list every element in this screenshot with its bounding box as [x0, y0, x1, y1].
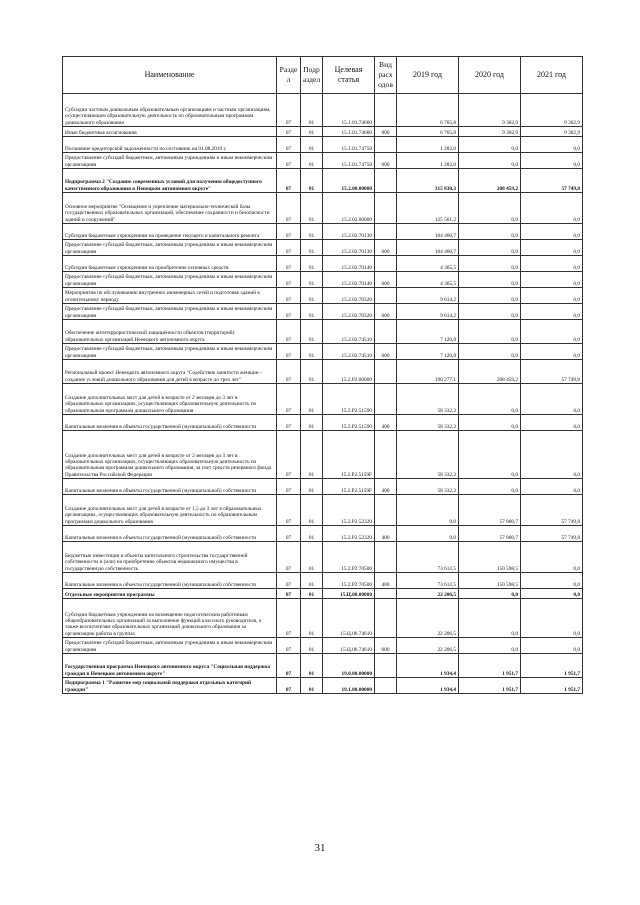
cell-p: 01 [301, 224, 323, 240]
cell-r: 07 [277, 320, 301, 344]
cell-cs: 15.2.Р2.5159F [323, 431, 375, 479]
table-row [63, 479, 583, 495]
cell-vr: 400 [375, 573, 397, 589]
cell-v20: 9 302,9 [459, 127, 521, 137]
table-body [63, 94, 583, 694]
cell-name: Предоставление субсидий бюджетным, автономным учреждениям и иным некоммерческим организациям [63, 153, 277, 169]
cell-p: 01 [301, 384, 323, 415]
cell-v20: 1 951,7 [459, 654, 521, 678]
table-row [63, 542, 583, 573]
cell-name: Создание дополнительных мест для детей в возрасте от 1,5 до 3 лет в образовательных организациях, осуществляющих образовательную деятельность по образовательным программам дошкольного образования [63, 495, 277, 526]
cell-name: Капитальные вложения в объекты государственной (муниципальной) собственности [63, 479, 277, 495]
table-row [63, 304, 583, 320]
cell-name: Отдельные мероприятия программы [63, 589, 277, 599]
cell-r: 07 [277, 193, 301, 224]
cell-name: Бюджетные инвестиции в объекты капитального строительства государственной собственности и (или) на приобретение объектов недвижимого имущества в государственную собственность [63, 542, 277, 573]
cell-cs: 15.2.02.74510 [323, 344, 375, 360]
table-row [63, 224, 583, 240]
cell-p: 01 [301, 542, 323, 573]
cell-v21: 0,0 [521, 415, 583, 431]
cell-v21: 0,0 [521, 573, 583, 589]
cell-v19: 125 561,2 [397, 193, 459, 224]
cell-r: 07 [277, 240, 301, 256]
cell-v21: 9 302,9 [521, 94, 583, 127]
cell-cs: 19.1.00.00000 [323, 678, 375, 694]
cell-r: 07 [277, 384, 301, 415]
header-exp-type: Вид расх одов [375, 57, 397, 94]
cell-name: Капитальные вложения в объекты государственной (муниципальной) собственности [63, 526, 277, 542]
table-row [63, 127, 583, 137]
cell-vr [375, 256, 397, 272]
cell-vr: 600 [375, 344, 397, 360]
cell-cs: 15.Ц.00.74610 [323, 599, 375, 638]
cell-p: 01 [301, 599, 323, 638]
cell-p: 01 [301, 344, 323, 360]
cell-name: Обеспечение антитеррористической защищённости объектов (территорий) образовательных организаций Ненецкого автономного округа [63, 320, 277, 344]
cell-v19: 58 332,3 [397, 431, 459, 479]
cell-v19: 4 365,5 [397, 272, 459, 288]
table-row [63, 193, 583, 224]
cell-v20: 0,0 [459, 415, 521, 431]
cell-vr [375, 94, 397, 127]
cell-p: 01 [301, 169, 323, 193]
cell-v21: 0,0 [521, 240, 583, 256]
cell-name: Капитальные вложения в объекты государственной (муниципальной) собственности [63, 415, 277, 431]
cell-p: 01 [301, 573, 323, 589]
cell-vr [375, 288, 397, 304]
cell-v21: 0,0 [521, 193, 583, 224]
table-row [63, 94, 583, 127]
table-row [63, 320, 583, 344]
cell-p: 01 [301, 415, 323, 431]
header-target: Целевая статья [323, 57, 375, 94]
cell-cs: 15.2.Р2.70500 [323, 573, 375, 589]
cell-cs: 15.1.01.74660 [323, 127, 375, 137]
cell-vr [375, 599, 397, 638]
cell-cs: 15.2.02.74510 [323, 320, 375, 344]
table-row [63, 256, 583, 272]
cell-r: 07 [277, 127, 301, 137]
cell-name: Основное мероприятие "Оснащение и укрепление материально-технической базы государственных образовательных организаций, обеспечение сохранности и безопасности зданий и сооружений" [63, 193, 277, 224]
table-header-row [63, 57, 583, 94]
cell-v20: 0,0 [459, 320, 521, 344]
cell-v21: 0,0 [521, 137, 583, 153]
header-name: Наименование [63, 57, 277, 94]
cell-r: 07 [277, 224, 301, 240]
cell-v20: 57 860,7 [459, 495, 521, 526]
table-row [63, 638, 583, 654]
cell-v21: 57 749,8 [521, 360, 583, 384]
cell-v21: 0,0 [521, 479, 583, 495]
cell-vr [375, 360, 397, 384]
cell-v21: 0,0 [521, 288, 583, 304]
cell-v20: 1 951,7 [459, 678, 521, 694]
cell-r: 07 [277, 169, 301, 193]
cell-v19: 58 332,3 [397, 415, 459, 431]
cell-p: 01 [301, 360, 323, 384]
cell-v20: 0,0 [459, 431, 521, 479]
header-subsection: Подр аздел [301, 57, 323, 94]
cell-cs: 15.2.02.70140 [323, 256, 375, 272]
cell-p: 01 [301, 526, 323, 542]
cell-r: 07 [277, 304, 301, 320]
cell-v19: 1 934,4 [397, 678, 459, 694]
cell-cs: 15.2.00.00000 [323, 169, 375, 193]
cell-cs: 15.2.Р2.70500 [323, 542, 375, 573]
cell-p: 01 [301, 495, 323, 526]
table-row [63, 573, 583, 589]
cell-vr [375, 224, 397, 240]
header-2019: 2019 год [397, 57, 459, 94]
cell-p: 01 [301, 193, 323, 224]
cell-v19: 315 838,3 [397, 169, 459, 193]
cell-v20: 0,0 [459, 304, 521, 320]
cell-v21: 57 749,8 [521, 169, 583, 193]
cell-vr [375, 169, 397, 193]
cell-vr: 600 [375, 153, 397, 169]
cell-r: 07 [277, 654, 301, 678]
cell-p: 01 [301, 638, 323, 654]
cell-v20: 9 302,9 [459, 94, 521, 127]
cell-v19: 58 332,3 [397, 384, 459, 415]
cell-cs: 15.2.02.70130 [323, 224, 375, 240]
cell-name: Субсидии бюджетным учреждениям на приобретение основных средств [63, 256, 277, 272]
cell-name: Создание дополнительных мест для детей в возрасте от 2 месяцев до 3 лет в образовательных организациях, осуществляющих образовательную деятельность по образовательным программам дошкольного образования [63, 384, 277, 415]
cell-cs: 15.1.01.74750 [323, 137, 375, 153]
cell-v19: 4 365,5 [397, 256, 459, 272]
cell-v21: 9 302,9 [521, 127, 583, 137]
cell-v20: 0,0 [459, 599, 521, 638]
cell-cs: 15.2.02.00000 [323, 193, 375, 224]
cell-name: Подпрограмма 1 "Развитие мер социальной поддержки отдельных категорий граждан" [63, 678, 277, 694]
cell-v21: 0,0 [521, 589, 583, 599]
cell-p: 01 [301, 94, 323, 127]
cell-v21: 0,0 [521, 153, 583, 169]
table-row [63, 526, 583, 542]
table-row [63, 272, 583, 288]
cell-r: 07 [277, 256, 301, 272]
table-row [63, 384, 583, 415]
cell-vr [375, 137, 397, 153]
cell-p: 01 [301, 589, 323, 599]
cell-p: 01 [301, 153, 323, 169]
cell-v20: 0,0 [459, 153, 521, 169]
cell-v20: 0,0 [459, 479, 521, 495]
cell-vr [375, 678, 397, 694]
cell-name: Региональный проект Ненецкого автономного округа "Содействие занятости женщин - создание условий дошкольного образования для детей в возрасте до трех лет" [63, 360, 277, 384]
cell-v20: 0,0 [459, 288, 521, 304]
table-row [63, 153, 583, 169]
cell-v20: 150 598,5 [459, 573, 521, 589]
cell-v19: 7 120,8 [397, 320, 459, 344]
cell-r: 07 [277, 137, 301, 153]
table-row [63, 678, 583, 694]
budget-table [62, 56, 583, 694]
cell-v20: 57 860,7 [459, 526, 521, 542]
cell-r: 07 [277, 599, 301, 638]
cell-r: 07 [277, 638, 301, 654]
cell-v20: 0,0 [459, 384, 521, 415]
cell-r: 07 [277, 526, 301, 542]
cell-v21: 0,0 [521, 542, 583, 573]
cell-vr [375, 320, 397, 344]
cell-r: 07 [277, 415, 301, 431]
cell-r: 07 [277, 344, 301, 360]
cell-v19: 9 614,2 [397, 288, 459, 304]
header-2021: 2021 год [521, 57, 583, 94]
table-row [63, 415, 583, 431]
cell-v19: 58 332,3 [397, 479, 459, 495]
cell-v20: 0,0 [459, 589, 521, 599]
cell-v21: 1 951,7 [521, 678, 583, 694]
cell-v20: 0,0 [459, 638, 521, 654]
cell-v20: 150 598,5 [459, 542, 521, 573]
cell-vr: 600 [375, 638, 397, 654]
cell-r: 07 [277, 542, 301, 573]
cell-v21: 0,0 [521, 256, 583, 272]
cell-v19: 22 206,5 [397, 638, 459, 654]
cell-v20: 0,0 [459, 344, 521, 360]
cell-v20: 0,0 [459, 256, 521, 272]
table-row [63, 654, 583, 678]
cell-vr: 600 [375, 240, 397, 256]
cell-cs: 15.2.Р2.00000 [323, 360, 375, 384]
cell-name: Создание дополнительных мест для детей в возрасте от 2 месяцев до 3 лет в образовательных организациях, осуществляющих образовательную деятельность по образовательным программам дошкольного образования, за счет средств резервного фонда Правительства Российской Федерации [63, 431, 277, 479]
cell-v19: 7 120,8 [397, 344, 459, 360]
cell-p: 01 [301, 431, 323, 479]
cell-name: Иные бюджетные ассигнования [63, 127, 277, 137]
cell-v19: 104 460,7 [397, 224, 459, 240]
cell-cs: 15.2.Р2.5159F [323, 479, 375, 495]
table-row [63, 137, 583, 153]
cell-v19: 104 460,7 [397, 240, 459, 256]
cell-cs: 15.2.Р2.52320 [323, 495, 375, 526]
cell-v19: 0,0 [397, 526, 459, 542]
header-section: Разде л [277, 57, 301, 94]
table-row [63, 360, 583, 384]
cell-cs: 15.2.Р2.51590 [323, 384, 375, 415]
cell-name: Предоставление субсидий бюджетным, автономным учреждениям и иным некоммерческим организациям [63, 272, 277, 288]
cell-v19: 190 277,1 [397, 360, 459, 384]
cell-v21: 0,0 [521, 384, 583, 415]
cell-p: 01 [301, 304, 323, 320]
table-row [63, 344, 583, 360]
cell-v20: 0,0 [459, 193, 521, 224]
cell-name: Подпрограмма 2 "Создание современных условий для получения общедоступного качественного образования в Ненецком автономном округе" [63, 169, 277, 193]
cell-v21: 0,0 [521, 344, 583, 360]
cell-p: 01 [301, 288, 323, 304]
cell-cs: 15.Ц.00.00000 [323, 589, 375, 599]
cell-vr: 800 [375, 127, 397, 137]
cell-p: 01 [301, 256, 323, 272]
table-row [63, 495, 583, 526]
cell-vr: 400 [375, 415, 397, 431]
cell-name: Предоставление субсидий бюджетным, автономным учреждениям и иным некоммерческим организациям [63, 638, 277, 654]
cell-vr: 400 [375, 479, 397, 495]
cell-cs: 15.2.02.70320 [323, 288, 375, 304]
cell-v21: 0,0 [521, 320, 583, 344]
cell-v19: 6 765,8 [397, 127, 459, 137]
cell-r: 07 [277, 153, 301, 169]
cell-r: 07 [277, 94, 301, 127]
cell-r: 07 [277, 495, 301, 526]
cell-v21: 57 749,8 [521, 495, 583, 526]
cell-vr [375, 193, 397, 224]
cell-name: Капитальные вложения в объекты государственной (муниципальной) собственности [63, 573, 277, 589]
cell-name: Субсидии бюджетным учреждениям на возмещение педагогическим работникам общеобразовательных организаций за выполнение функций классного руководителя, а также воспитателям образовательных организаций дошкольного образования за организацию работы в группах [63, 599, 277, 638]
cell-r: 07 [277, 678, 301, 694]
cell-cs: 15.2.02.70130 [323, 240, 375, 256]
cell-v19: 73 612,5 [397, 573, 459, 589]
cell-v21: 1 951,7 [521, 654, 583, 678]
cell-name: Мероприятия по обслуживанию внутренних инженерных сетей и подготовке зданий к отопительному периоду [63, 288, 277, 304]
cell-name: Субсидии частным дошкольным образовательным организациям и частным организациям, осуществляющим образовательную деятельность по образовательным программам дошкольного образования [63, 94, 277, 127]
cell-cs: 15.1.01.74750 [323, 153, 375, 169]
cell-p: 01 [301, 320, 323, 344]
cell-v21: 0,0 [521, 599, 583, 638]
cell-v19: 9 614,2 [397, 304, 459, 320]
cell-vr [375, 384, 397, 415]
table-row [63, 431, 583, 479]
page-number: 31 [314, 842, 326, 854]
cell-p: 01 [301, 678, 323, 694]
cell-v19: 22 206,5 [397, 589, 459, 599]
cell-vr [375, 542, 397, 573]
cell-r: 07 [277, 589, 301, 599]
cell-cs: 15.2.Р2.51590 [323, 415, 375, 431]
cell-name: Погашение кредиторской задолженности по состоянию на 01.08.2019 г. [63, 137, 277, 153]
cell-name: Субсидии бюджетным учреждениям на проведение текущего и капитального ремонта [63, 224, 277, 240]
cell-v20: 208 459,2 [459, 169, 521, 193]
cell-cs: 15.Ц.00.74610 [323, 638, 375, 654]
cell-r: 07 [277, 360, 301, 384]
cell-v19: 1 282,0 [397, 153, 459, 169]
cell-cs: 15.2.Р2.52320 [323, 526, 375, 542]
cell-cs: 15.2.02.70140 [323, 272, 375, 288]
cell-p: 01 [301, 240, 323, 256]
cell-v20: 0,0 [459, 272, 521, 288]
cell-name: Предоставление субсидий бюджетным, автономным учреждениям и иным некоммерческим организациям [63, 304, 277, 320]
cell-v21: 57 749,8 [521, 526, 583, 542]
cell-name: Предоставление субсидий бюджетным, автономным учреждениям и иным некоммерческим организациям [63, 240, 277, 256]
cell-v21: 0,0 [521, 304, 583, 320]
cell-p: 01 [301, 272, 323, 288]
cell-p: 01 [301, 137, 323, 153]
cell-v20: 208 459,2 [459, 360, 521, 384]
table-row [63, 288, 583, 304]
cell-vr: 600 [375, 304, 397, 320]
cell-p: 01 [301, 127, 323, 137]
cell-v20: 0,0 [459, 240, 521, 256]
cell-r: 07 [277, 479, 301, 495]
cell-p: 01 [301, 654, 323, 678]
cell-v19: 22 206,5 [397, 599, 459, 638]
cell-vr [375, 495, 397, 526]
cell-r: 07 [277, 288, 301, 304]
table-row [63, 599, 583, 638]
cell-v19: 1 934,4 [397, 654, 459, 678]
cell-cs: 15.1.01.74660 [323, 94, 375, 127]
cell-r: 07 [277, 272, 301, 288]
cell-vr [375, 431, 397, 479]
cell-vr: 400 [375, 526, 397, 542]
cell-vr: 600 [375, 272, 397, 288]
cell-v19: 6 765,8 [397, 94, 459, 127]
cell-r: 07 [277, 431, 301, 479]
cell-v20: 0,0 [459, 137, 521, 153]
cell-cs: 19.0.00.00000 [323, 654, 375, 678]
cell-p: 01 [301, 479, 323, 495]
cell-v21: 0,0 [521, 638, 583, 654]
table-row [63, 169, 583, 193]
cell-r: 07 [277, 573, 301, 589]
cell-name: Государственная программа Ненецкого автономного округа "Социальная поддержка граждан в Ненецком автономном округе" [63, 654, 277, 678]
cell-vr [375, 654, 397, 678]
cell-cs: 15.2.02.70320 [323, 304, 375, 320]
table-row [63, 589, 583, 599]
table-row [63, 240, 583, 256]
cell-v20: 0,0 [459, 224, 521, 240]
cell-v21: 0,0 [521, 224, 583, 240]
cell-v21: 0,0 [521, 272, 583, 288]
cell-name: Предоставление субсидий бюджетным, автономным учреждениям и иным некоммерческим организациям [63, 344, 277, 360]
header-2020: 2020 год [459, 57, 521, 94]
cell-v21: 0,0 [521, 431, 583, 479]
cell-v19: 73 612,5 [397, 542, 459, 573]
cell-v19: 0,0 [397, 495, 459, 526]
cell-vr [375, 589, 397, 599]
cell-v19: 1 282,0 [397, 137, 459, 153]
